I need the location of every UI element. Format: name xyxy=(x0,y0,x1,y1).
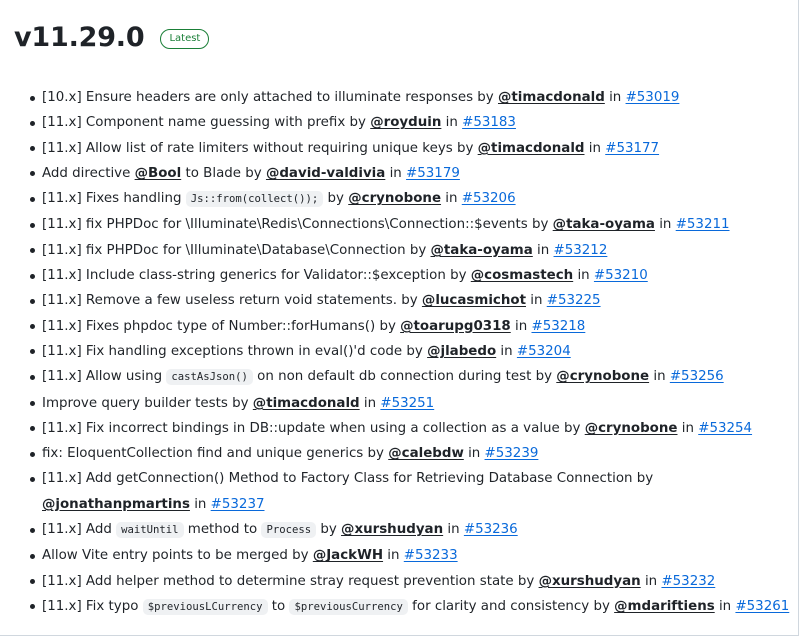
note-text: [11.x] fix PHPDoc for \Illuminate\Database\Connection by xyxy=(42,242,431,258)
release-note-item xyxy=(14,263,784,288)
note-text: in xyxy=(189,496,211,512)
pull-request-link[interactable]: #53254 xyxy=(698,420,753,436)
author-link[interactable]: @xurshudyan xyxy=(341,522,444,538)
author-link[interactable]: @timacdonald xyxy=(497,90,605,105)
note-text: in xyxy=(526,293,547,309)
note-text: [11.x] fix PHPDoc for \Illuminate\Redis\Connections\Connection::$events by xyxy=(42,217,553,233)
inline-code: Process xyxy=(261,522,316,538)
release-note-item xyxy=(14,543,784,568)
release-note-item xyxy=(14,466,784,517)
inline-code: $previousCurrency xyxy=(289,599,407,615)
note-text: in xyxy=(640,573,662,589)
author-link[interactable]: @lucasmichot xyxy=(421,293,526,309)
author-link[interactable]: @crynobone xyxy=(584,420,678,436)
release-note-item xyxy=(14,110,784,135)
pull-request-link[interactable]: #53225 xyxy=(546,293,601,309)
inline-code: waitUntil xyxy=(116,522,183,538)
pull-request-link[interactable]: #53236 xyxy=(463,522,518,538)
pull-request-link[interactable]: #53256 xyxy=(669,369,724,385)
pull-request-link[interactable]: #53204 xyxy=(516,343,571,359)
author-link[interactable]: @timacdonald xyxy=(477,140,585,156)
pull-request-link[interactable]: #53218 xyxy=(531,318,586,334)
pull-request-link[interactable]: #53212 xyxy=(553,242,608,258)
note-text: by xyxy=(323,191,349,207)
note-text: in xyxy=(359,395,381,411)
note-text: [11.x] Fix handling exceptions thrown in eval()'d code by xyxy=(42,343,428,359)
inline-code: $previousLCurrency xyxy=(143,599,268,615)
note-text: in xyxy=(510,318,532,334)
note-text: method to xyxy=(183,522,262,538)
note-text: in xyxy=(677,420,699,436)
author-link[interactable]: @mdariftiens xyxy=(614,598,715,614)
author-link[interactable]: @xurshudyan xyxy=(538,573,641,589)
pull-request-link[interactable]: #53239 xyxy=(484,446,539,462)
note-text: [11.x] Include class-string generics for Validator::$exception by xyxy=(42,268,471,284)
release-note-item xyxy=(14,339,784,364)
note-text: [11.x] Add helper method to determine stray request prevention state by xyxy=(42,573,539,589)
pull-request-link[interactable]: #53232 xyxy=(661,573,716,589)
pull-request-link[interactable]: #53177 xyxy=(605,140,660,156)
pull-request-link[interactable]: #53206 xyxy=(461,191,516,207)
note-text: in xyxy=(654,217,676,233)
note-text: Allow Vite entry points to be merged by xyxy=(42,548,313,564)
note-text: [10.x] Ensure headers are only attached to illuminate responses by xyxy=(42,90,498,105)
release-note-item xyxy=(14,441,784,466)
note-text: [11.x] Fixes phpdoc type of Number::forHumans() by xyxy=(42,318,401,334)
note-text: to xyxy=(267,598,290,614)
note-text: [11.x] Allow using xyxy=(42,369,167,385)
inline-code: castAsJson() xyxy=(166,369,253,385)
pull-request-link[interactable]: #53019 xyxy=(625,90,680,105)
note-text: [11.x] Fix incorrect bindings in DB::update when using a collection as a value by xyxy=(42,420,585,436)
author-link[interactable]: @Bool xyxy=(134,165,182,181)
note-text: [11.x] Component name guessing with prefix by xyxy=(42,115,371,131)
release-note-item xyxy=(14,288,784,313)
pull-request-link[interactable]: #53210 xyxy=(593,268,648,284)
release-notes-list xyxy=(14,85,790,620)
note-text: in xyxy=(604,90,626,105)
pull-request-link[interactable]: #53179 xyxy=(406,165,460,181)
note-text: [11.x] Fixes handling xyxy=(42,191,186,207)
author-link[interactable]: @david-valdivia xyxy=(265,165,386,181)
release-version[interactable]: v11.29.0 xyxy=(14,22,145,53)
note-text: [11.x] Add xyxy=(42,522,117,538)
note-text: in xyxy=(463,446,485,462)
author-link[interactable]: @jlabedo xyxy=(427,343,497,359)
note-text: in xyxy=(385,165,407,181)
note-text: in xyxy=(496,343,517,359)
note-text: in xyxy=(383,548,404,564)
author-link[interactable]: @royduin xyxy=(370,115,442,131)
note-text: in xyxy=(573,268,594,284)
release-note-item xyxy=(14,391,784,416)
pull-request-link[interactable]: #53261 xyxy=(735,598,790,614)
author-link[interactable]: @taka-oyama xyxy=(552,217,655,233)
note-text: in xyxy=(441,191,462,207)
pull-request-link[interactable]: #53183 xyxy=(462,115,516,131)
author-link[interactable]: @taka-oyama xyxy=(430,242,533,258)
author-link[interactable]: @toarupg0318 xyxy=(400,318,511,334)
note-text: Improve query builder tests by xyxy=(42,395,253,411)
author-link[interactable]: @jonathanpmartins xyxy=(42,496,190,512)
author-link[interactable]: @calebdw xyxy=(388,446,464,462)
latest-badge: Latest xyxy=(160,29,209,49)
pull-request-link[interactable]: #53233 xyxy=(403,548,458,564)
note-text: by xyxy=(316,522,342,538)
note-text: in xyxy=(532,242,554,258)
author-link[interactable]: @cosmastech xyxy=(470,268,574,284)
release-note-item xyxy=(14,594,790,620)
note-text: [11.x] Remove a few useless return void statements. by xyxy=(42,293,422,309)
pull-request-link[interactable]: #53211 xyxy=(675,217,730,233)
release-note-item xyxy=(14,314,784,339)
pull-request-link[interactable]: #53251 xyxy=(380,395,435,411)
note-text: in xyxy=(714,598,736,614)
note-text: [11.x] Add getConnection() Method to Factory Class for Retrieving Database Connection by xyxy=(42,471,654,487)
release-note-item xyxy=(14,161,784,186)
inline-code: Js::from(collect()); xyxy=(186,191,324,207)
author-link[interactable]: @crynobone xyxy=(348,191,442,207)
release-note-item xyxy=(14,186,784,212)
note-text: [11.x] Fix typo xyxy=(42,598,143,614)
release-note-item xyxy=(14,416,784,441)
author-link[interactable]: @JackWH xyxy=(312,548,384,564)
note-text: on non default db connection during test by xyxy=(252,369,557,385)
author-link[interactable]: @crynobone xyxy=(556,369,650,385)
author-link[interactable]: @timacdonald xyxy=(252,395,360,411)
note-text: fix: EloquentCollection find and unique generics by xyxy=(42,446,389,462)
release-note-item xyxy=(14,85,784,110)
note-text: in xyxy=(441,115,463,131)
release-note-item xyxy=(14,212,784,237)
release-header xyxy=(14,20,209,56)
note-text: [11.x] Allow list of rate limiters without requiring unique keys by xyxy=(42,140,478,156)
note-text: Add directive xyxy=(42,165,135,181)
pull-request-link[interactable]: #53237 xyxy=(210,496,265,512)
release-note-item xyxy=(14,517,784,543)
note-text: in xyxy=(584,140,606,156)
release-note-item xyxy=(14,238,784,263)
note-text: for clarity and consistency by xyxy=(407,598,615,614)
release-note-item xyxy=(14,136,784,161)
note-text: to Blade by xyxy=(181,165,266,181)
release-note-item xyxy=(14,569,784,594)
note-text: in xyxy=(649,369,670,385)
note-text: in xyxy=(443,522,464,538)
release-note-item xyxy=(14,364,784,390)
